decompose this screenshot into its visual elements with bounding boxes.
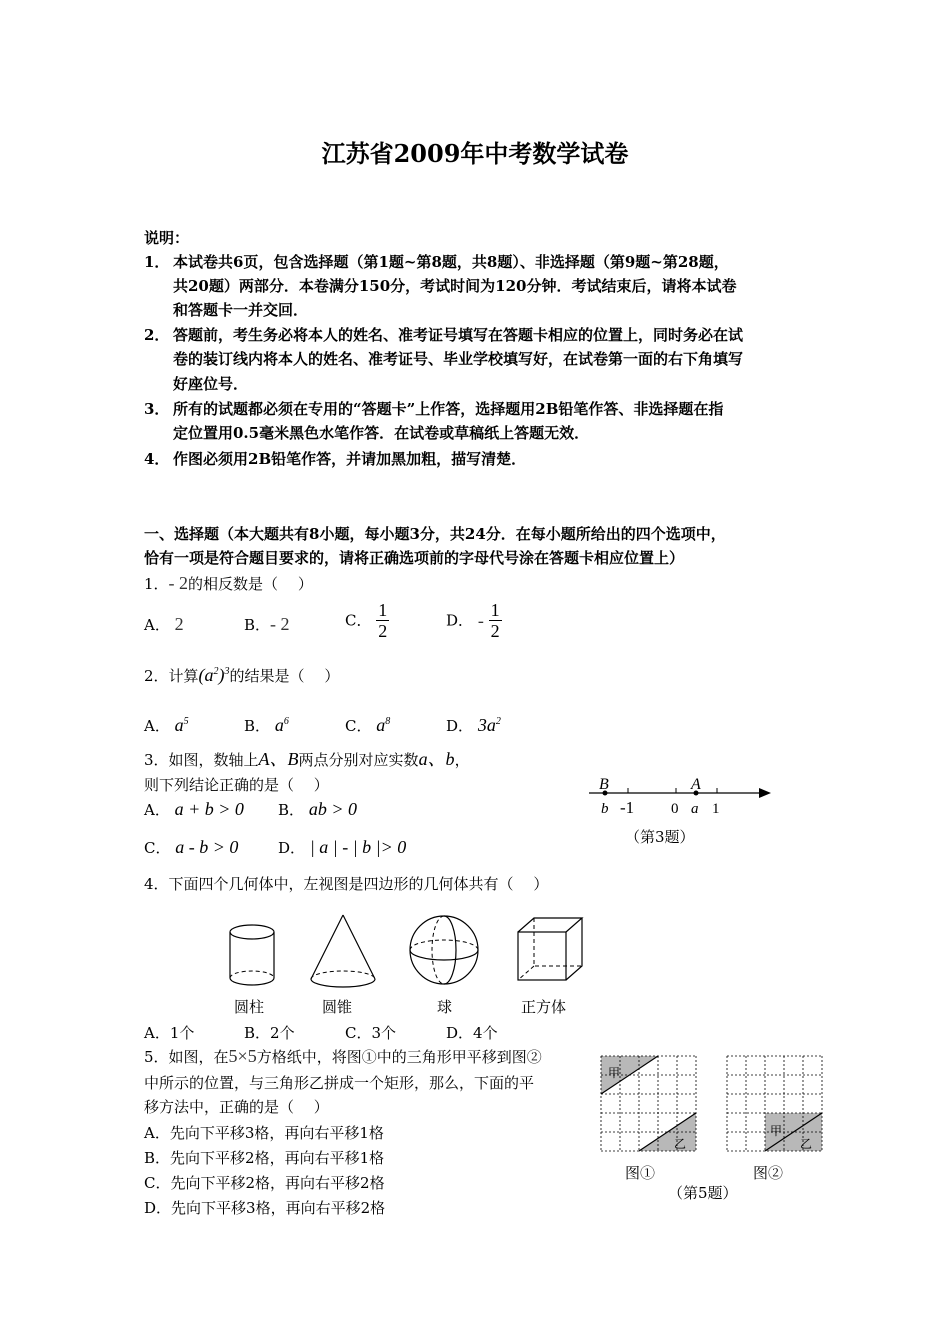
q1-text: 的相反数是（ ） xyxy=(188,575,313,593)
instruction-3-num: 3． xyxy=(144,400,170,418)
q1-option-b[interactable] xyxy=(244,612,290,637)
instruction-2-line-3: 好座位号． xyxy=(173,375,249,393)
instruction-1-num: 1． xyxy=(144,253,170,271)
q3-option-b-expr: ab > 0 xyxy=(308,799,357,819)
figure-2-caption: 图② xyxy=(753,1164,784,1182)
q5-text-post: 方格纸中，将图①中的三角形甲平移到图② xyxy=(256,1048,542,1066)
label-yi: 乙 xyxy=(674,1137,687,1151)
exponent: 5 xyxy=(183,716,189,727)
base: a xyxy=(376,715,386,735)
q4-option-b[interactable]: B．2个 xyxy=(244,1024,295,1042)
q4-option-a[interactable]: A．1个 xyxy=(144,1024,195,1042)
instruction-1-line-3: 和答题卡一并交回． xyxy=(173,301,309,319)
label-cylinder: 圆柱 xyxy=(234,998,265,1016)
q2-option-d-label: D． xyxy=(446,717,474,735)
section-1-line-1: 一、选择题（本大题共有8小题，每小题3分，共24分．在每小题所给出的四个选项中， xyxy=(144,525,726,543)
q1-option-d[interactable] xyxy=(446,600,502,641)
q2-question xyxy=(144,660,339,688)
q4-question: 4．下面四个几何体中，左视图是四边形的几何体共有（ ） xyxy=(144,875,549,893)
instructions-heading: 说明： xyxy=(144,229,190,247)
q2-option-a[interactable] xyxy=(144,710,189,738)
q3-text-end: ， xyxy=(454,751,470,769)
label-a: a xyxy=(691,801,699,817)
fraction-numerator: 1 xyxy=(378,600,388,620)
fraction-denominator: 2 xyxy=(490,621,500,641)
q1-option-b-label: B． xyxy=(244,616,271,634)
q3-option-b[interactable] xyxy=(278,797,357,822)
q3-option-d-label: D． xyxy=(278,839,306,857)
q5-option-d[interactable]: D．先向下平移3格，再向右平移2格 xyxy=(144,1199,386,1217)
q2-option-b-expr xyxy=(275,715,289,735)
fraction-numerator: 1 xyxy=(490,600,500,620)
q1-option-a-value: 2 xyxy=(174,614,184,634)
label-A: A xyxy=(691,776,701,793)
instruction-2-line-2: 卷的装订线内将本人的姓名、准考证号、毕业学校填写好，在试卷第一面的右下角填写 xyxy=(173,350,744,368)
q2-option-d-expr xyxy=(478,715,501,735)
q2-expr-close: ) xyxy=(218,665,225,685)
q3-question-line-2: 则下列结论正确的是（ ） xyxy=(144,776,329,794)
q2-expr-outer-exp: 3 xyxy=(224,666,230,677)
q2-expr-base: (a xyxy=(198,665,214,685)
instruction-2-line-1: 答题前，考生务必将本人的姓名、准考证号填写在答题卡相应的位置上，同时务必在试 xyxy=(173,326,744,344)
q1-option-b-value: - 2 xyxy=(270,614,290,634)
fraction-denominator: 2 xyxy=(378,621,388,641)
q5-option-b[interactable]: B．先向下平移2格，再向右平移1格 xyxy=(144,1149,385,1167)
q5-question-line-2: 中所示的位置，与三角形乙拼成一个矩形，那么，下面的平 xyxy=(144,1074,535,1092)
cube-icon xyxy=(516,916,586,984)
q5-question-line-1 xyxy=(144,1044,542,1069)
q2-expr-inner-exp: 2 xyxy=(213,666,219,677)
q4-option-d[interactable]: D．4个 xyxy=(446,1024,498,1042)
q2-option-c[interactable] xyxy=(345,710,390,738)
label-B: B xyxy=(599,776,609,793)
q3-option-b-label: B． xyxy=(278,801,305,819)
instruction-2-num: 2． xyxy=(144,326,170,344)
q1-question xyxy=(144,571,313,596)
q3-option-d[interactable] xyxy=(278,835,406,860)
q2-option-b[interactable] xyxy=(244,710,289,738)
page-title: 江苏省2009年中考数学试卷 xyxy=(321,139,629,168)
q2-number: 2．计算 xyxy=(144,667,199,685)
instruction-1-line-2: 共20题）两部分．本卷满分150分，考试时间为120分钟．考试结束后，请将本试卷 xyxy=(173,277,737,295)
q5-text-pre: 5．如图，在 xyxy=(144,1048,229,1066)
number-line-arrow-icon xyxy=(759,788,771,798)
grid-figure-1 xyxy=(600,1055,700,1155)
q2-expression xyxy=(199,665,230,685)
q1-expression: - 2 xyxy=(168,573,189,593)
q1-option-c[interactable] xyxy=(345,600,389,641)
label-zero: 0 xyxy=(671,801,679,817)
q5-question-line-3: 移方法中，正确的是（ ） xyxy=(144,1098,329,1116)
q2-option-a-expr xyxy=(175,715,189,735)
q3-question-line-1 xyxy=(144,747,470,772)
q1-number: 1． xyxy=(144,575,169,593)
q2-option-b-label: B． xyxy=(244,717,271,735)
q2-text: 的结果是（ ） xyxy=(229,667,340,685)
q1-option-d-sign: - xyxy=(477,610,484,631)
figure-3-caption: （第3题） xyxy=(625,828,695,846)
q1-option-c-fraction xyxy=(376,600,389,641)
q2-option-d[interactable] xyxy=(446,710,501,738)
base: 3a xyxy=(477,715,496,735)
figure-1-caption: 图① xyxy=(625,1164,656,1182)
instruction-3-line-2: 定位置用0.5毫米黑色水笔作答．在试卷或草稿纸上答题无效． xyxy=(173,424,590,442)
exponent: 8 xyxy=(385,716,391,727)
q3-text-pre: 3．如图，数轴上 xyxy=(144,751,259,769)
q1-option-a[interactable] xyxy=(144,612,184,637)
q2-option-a-label: A． xyxy=(144,717,170,735)
exponent: 2 xyxy=(495,716,501,727)
q1-option-d-fraction xyxy=(489,600,502,641)
q5-option-a[interactable]: A．先向下平移3格，再向右平移1格 xyxy=(144,1124,384,1142)
q3-option-c-expr: a - b > 0 xyxy=(175,837,239,857)
q1-option-c-label: C． xyxy=(345,611,372,630)
base: a xyxy=(274,715,284,735)
q3-vars: a、b xyxy=(418,749,455,769)
label-cube: 正方体 xyxy=(521,998,567,1016)
section-1-line-2: 恰有一项是符合题目要求的，请将正确选项前的字母代号涂在答题卡相应位置上） xyxy=(144,549,685,567)
instruction-3-line-1: 所有的试题都必须在专用的“答题卡”上作答，选择题用2B铅笔作答、非选择题在指 xyxy=(173,400,724,418)
instruction-4-line-1: 作图必须用2B铅笔作答，并请加黑加粗，描写清楚． xyxy=(173,450,527,468)
q3-option-a-expr: a + b > 0 xyxy=(174,799,244,819)
q5-option-c[interactable]: C．先向下平移2格，再向右平移2格 xyxy=(144,1174,385,1192)
q3-points: A、B xyxy=(258,749,299,769)
figure-5-caption: （第5题） xyxy=(668,1184,738,1202)
label-b: b xyxy=(601,801,609,817)
number-line-figure xyxy=(585,775,780,820)
q3-option-a[interactable] xyxy=(144,797,244,822)
q3-text-mid: 两点分别对应实数 xyxy=(298,751,419,769)
q1-option-d-label: D． xyxy=(446,611,474,630)
q3-option-a-label: A． xyxy=(144,801,170,819)
q2-option-c-label: C． xyxy=(345,717,372,735)
q3-option-c-label: C． xyxy=(144,839,171,857)
q2-option-c-expr xyxy=(376,715,390,735)
exponent: 6 xyxy=(283,716,289,727)
q5-grid-size: 5×5 xyxy=(228,1046,257,1066)
label-jia: 甲 xyxy=(770,1124,783,1138)
label-cone: 圆锥 xyxy=(322,998,353,1016)
base: a xyxy=(174,715,184,735)
label-sphere: 球 xyxy=(437,998,453,1016)
label-jia: 甲 xyxy=(608,1066,621,1080)
cone-icon xyxy=(308,912,378,992)
q4-option-c[interactable]: C．3个 xyxy=(345,1024,397,1042)
grid-figure-2 xyxy=(726,1055,826,1155)
q3-option-c[interactable] xyxy=(144,835,238,860)
sphere-icon xyxy=(408,914,482,988)
cylinder-icon xyxy=(228,922,278,987)
label-one: 1 xyxy=(712,801,720,817)
instruction-4-num: 4． xyxy=(144,450,170,468)
instruction-1-line-1: 本试卷共6页，包含选择题（第1题~第8题，共8题）、非选择题（第9题~第28题， xyxy=(173,253,729,271)
q1-option-a-label: A． xyxy=(144,616,170,634)
label-yi: 乙 xyxy=(800,1137,813,1151)
label-minus-one: -1 xyxy=(620,798,635,817)
q3-option-d-expr: | a | - | b |> 0 xyxy=(309,837,407,857)
